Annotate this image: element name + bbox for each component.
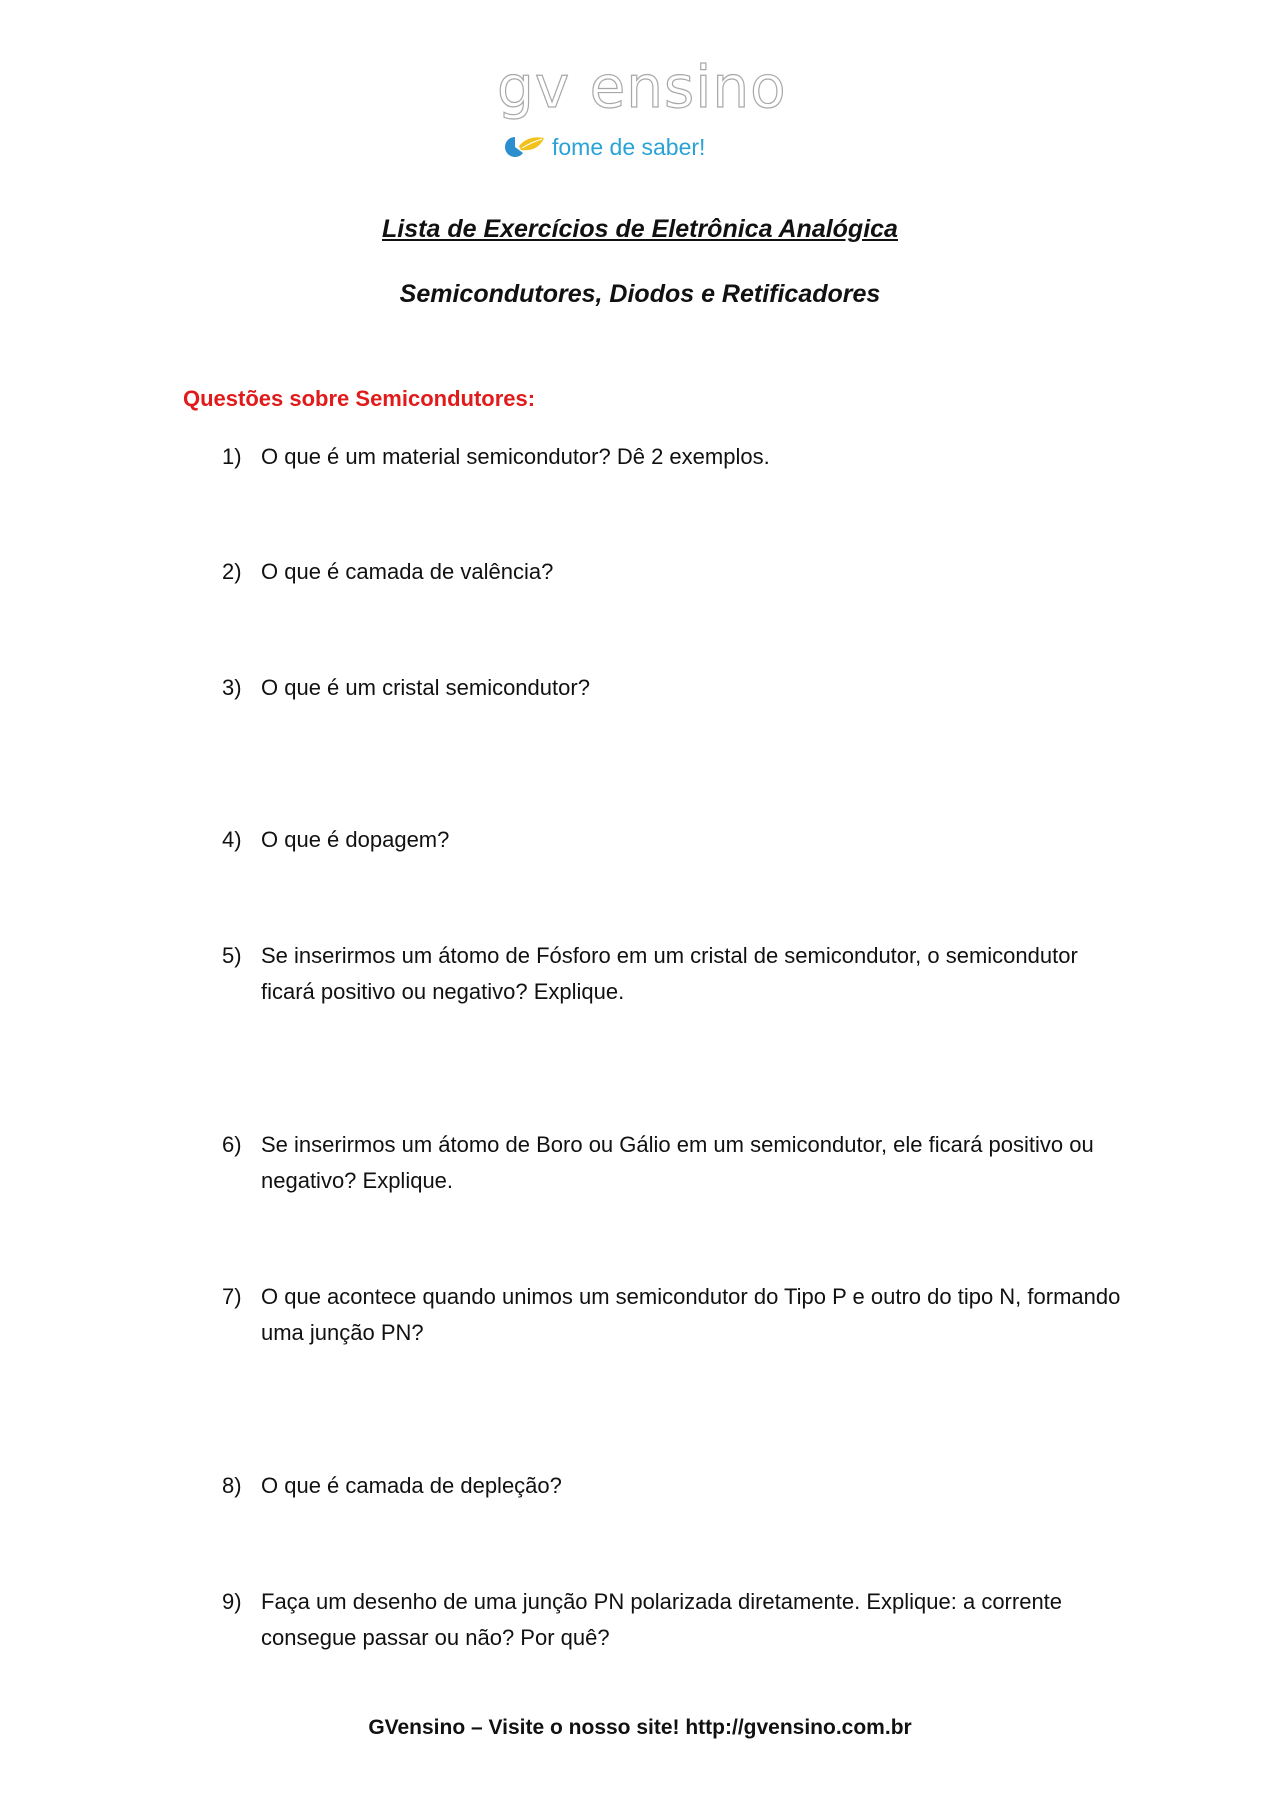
question-number: 9) <box>222 1589 242 1614</box>
question-number: 5) <box>222 943 242 968</box>
question-number: 3) <box>222 675 242 700</box>
question-text: O que é dopagem? <box>261 827 450 852</box>
question-number: 7) <box>222 1284 242 1309</box>
logo-tagline: fome de saber! <box>552 134 706 160</box>
document-subtitle: Semicondutores, Diodos e Retificadores <box>399 280 881 308</box>
question-text: O que acontece quando unimos um semicondutor do Tipo P e outro do tipo N, formando uma junção PN? <box>261 1284 1121 1345</box>
question-number: 4) <box>222 827 242 852</box>
question-text: O que é camada de depleção? <box>261 1473 562 1498</box>
question-number: 8) <box>222 1473 242 1498</box>
logo-wordmark: gv ensino <box>497 53 787 121</box>
logo-mark-icon <box>502 134 546 160</box>
question-number: 2) <box>222 559 242 584</box>
gv-ensino-logo <box>480 52 820 167</box>
question-text: O que é camada de valência? <box>261 559 554 584</box>
question-text: Faça um desenho de uma junção PN polarizada diretamente. Explique: a corrente consegue passar ou não? Por quê? <box>261 1589 1063 1650</box>
page-footer: GVensino – Visite o nosso site! http://gvensino.com.br <box>368 1716 912 1739</box>
question-number: 1) <box>222 444 242 469</box>
question-text: Se inserirmos um átomo de Fósforo em um cristal de semicondutor, o semicondutor ficará positivo ou negativo? Explique. <box>261 943 1078 1004</box>
question-text: O que é um cristal semicondutor? <box>261 675 590 700</box>
section-heading: Questões sobre Semicondutores: <box>183 386 536 411</box>
question-number: 6) <box>222 1132 242 1157</box>
document-title: Lista de Exercícios de Eletrônica Analógica <box>382 215 898 243</box>
question-text: O que é um material semicondutor? Dê 2 exemplos. <box>261 444 770 469</box>
question-text: Se inserirmos um átomo de Boro ou Gálio em um semicondutor, ele ficará positivo ou negativo? Explique. <box>261 1132 1094 1193</box>
